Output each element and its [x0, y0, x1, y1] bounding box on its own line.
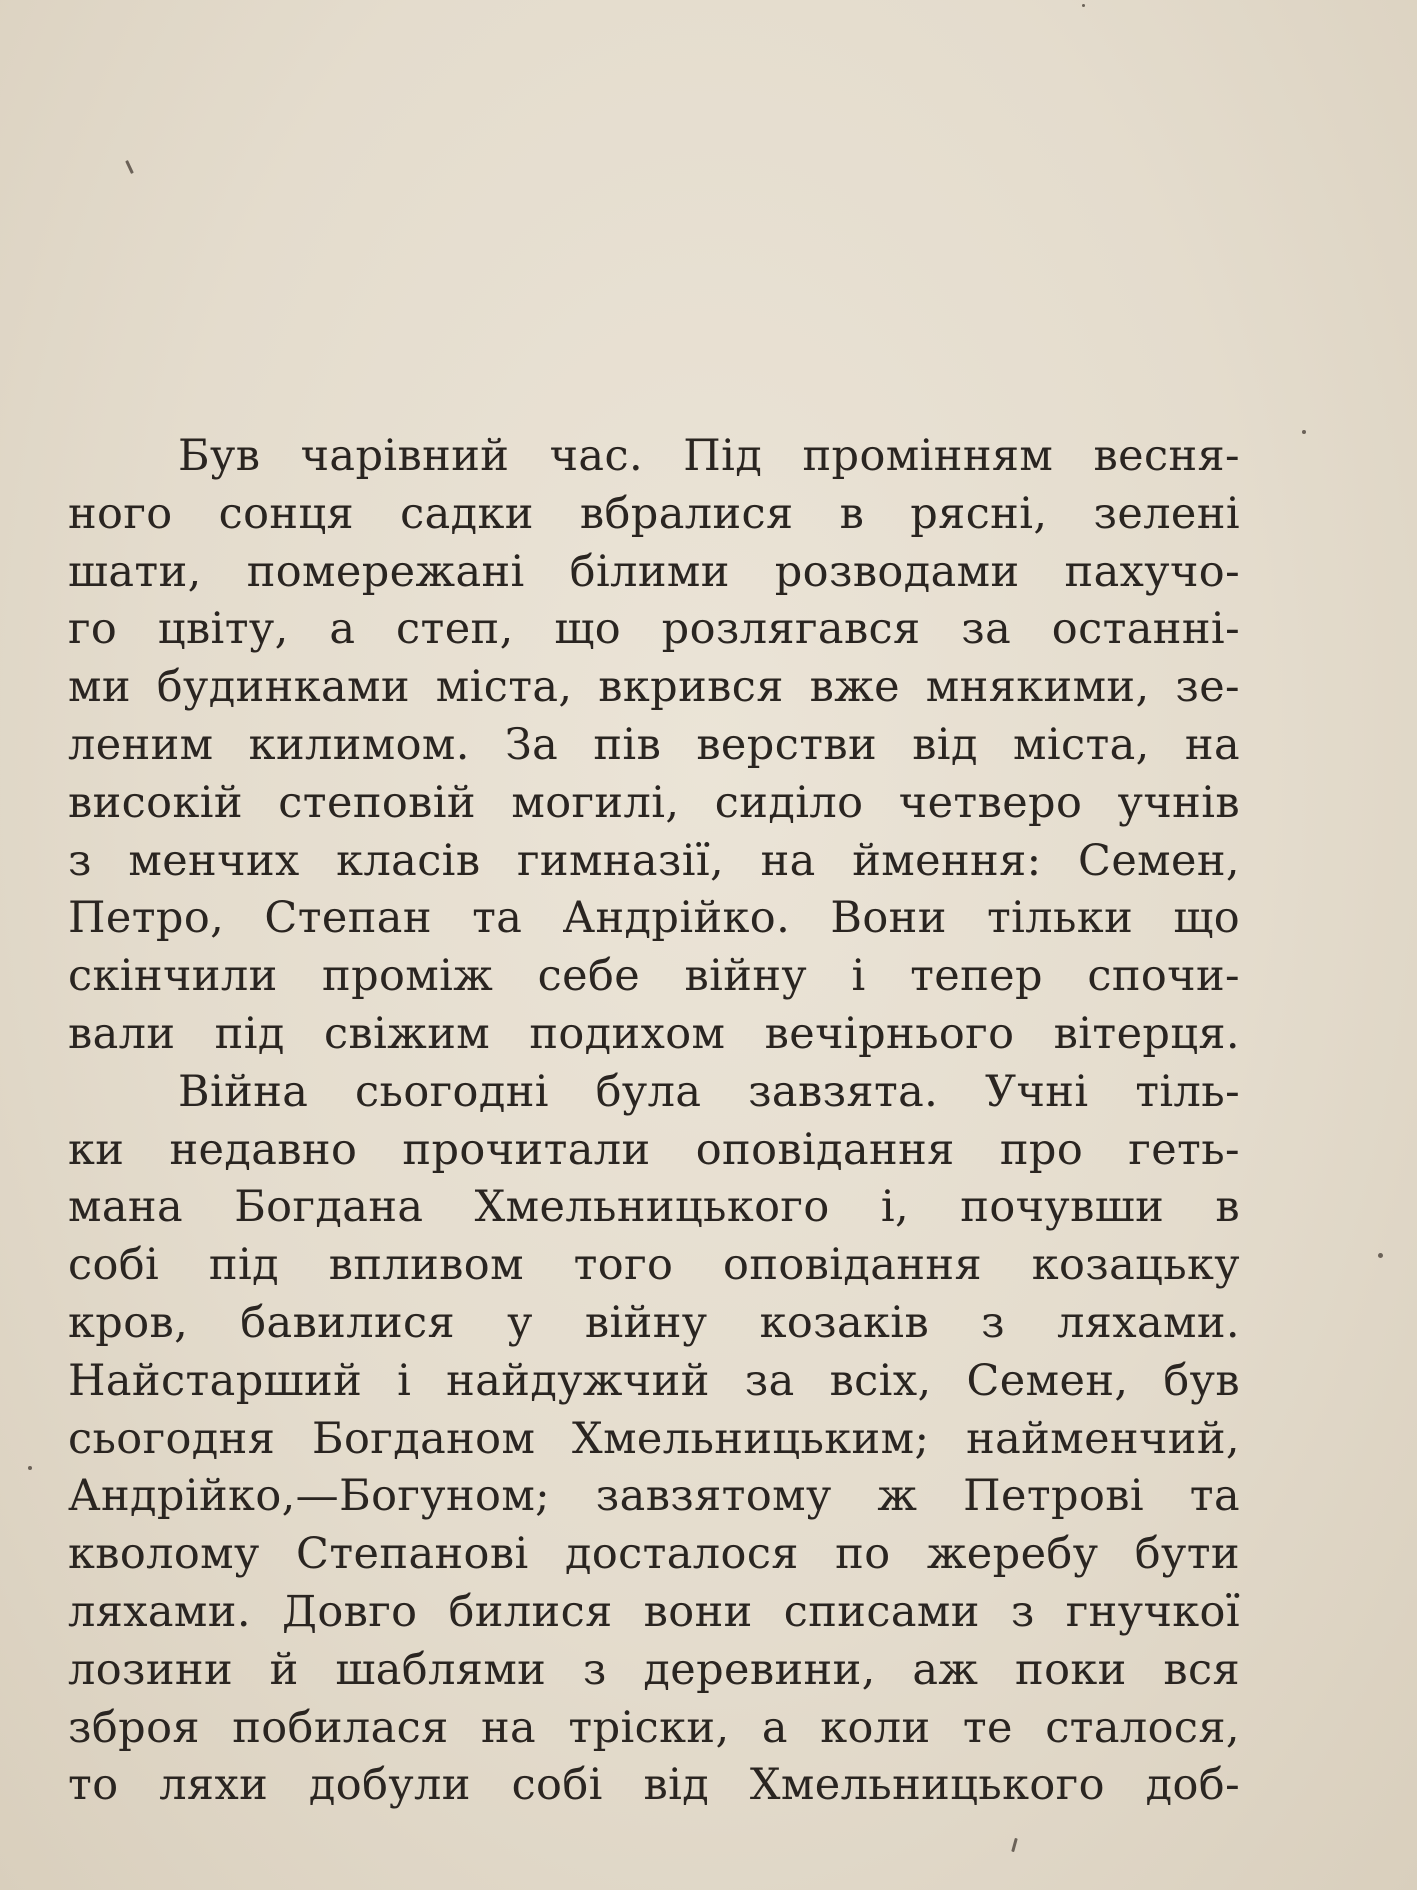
paper-speck — [1378, 1253, 1383, 1258]
text-line: Війна сьогодні була завзята. Учні тіль- — [178, 1066, 1240, 1117]
text-line: Петро, Степан та Андрійко. Вони тільки що — [68, 893, 1240, 944]
text-line: вали під свіжим подихом вечірнього вітерця. — [68, 1008, 1240, 1059]
text-line: ного сонця садки вбралися в рясні, зелені — [68, 488, 1240, 539]
text-line: Найстарший і найдужчий за всіх, Семен, був — [68, 1355, 1240, 1406]
text-line: кров, бавилися у війну козаків з ляхами. — [68, 1297, 1240, 1348]
paper-speck — [1011, 1838, 1018, 1852]
text-line: мана Богдана Хмельницького і, почувши в — [68, 1182, 1240, 1233]
text-line: ки недавно прочитали оповідання про геть- — [68, 1124, 1240, 1175]
text-line: Був чарівний час. Під промінням весня- — [178, 431, 1240, 481]
text-line: зброя побилася на тріски, а коли те сталося, — [68, 1702, 1240, 1753]
body-text — [68, 428, 1240, 1815]
text-line: собі під впливом того оповідання козацьку — [68, 1240, 1240, 1291]
text-line: шати, помережані білими розводами пахучо- — [68, 546, 1240, 597]
text-line: кволому Степанові досталося по жеребу бути — [68, 1529, 1240, 1580]
text-line: то ляхи добули собі від Хмельницького доб- — [68, 1760, 1240, 1811]
paper-speck — [28, 1466, 32, 1470]
paper-speck — [1302, 430, 1306, 434]
text-line: леним килимом. За пів верстви від міста, на — [68, 719, 1240, 770]
paper-speck — [1082, 4, 1085, 7]
text-line: ми будинками міста, вкрився вже мнякими, зе- — [68, 662, 1240, 713]
text-line: сьогодня Богданом Хмельницьким; найменчий, — [68, 1413, 1240, 1464]
text-line: з менчих класів гимназії, на ймення: Семен, — [68, 835, 1240, 886]
text-line: скінчили проміж себе війну і тепер спочи- — [68, 951, 1240, 1002]
text-line: ляхами. Довго билися вони списами з гнучкої — [68, 1586, 1240, 1637]
text-line: го цвіту, а степ, що розлягався за останні- — [68, 604, 1240, 655]
text-line: лозини й шаблями з деревини, аж поки вся — [68, 1644, 1240, 1695]
paper-speck — [125, 160, 134, 174]
text-line: Андрійко,—Богуном; завзятому ж Петрові та — [68, 1471, 1240, 1522]
text-line: високій степовій могилі, сиділо четверо учнів — [68, 777, 1240, 828]
